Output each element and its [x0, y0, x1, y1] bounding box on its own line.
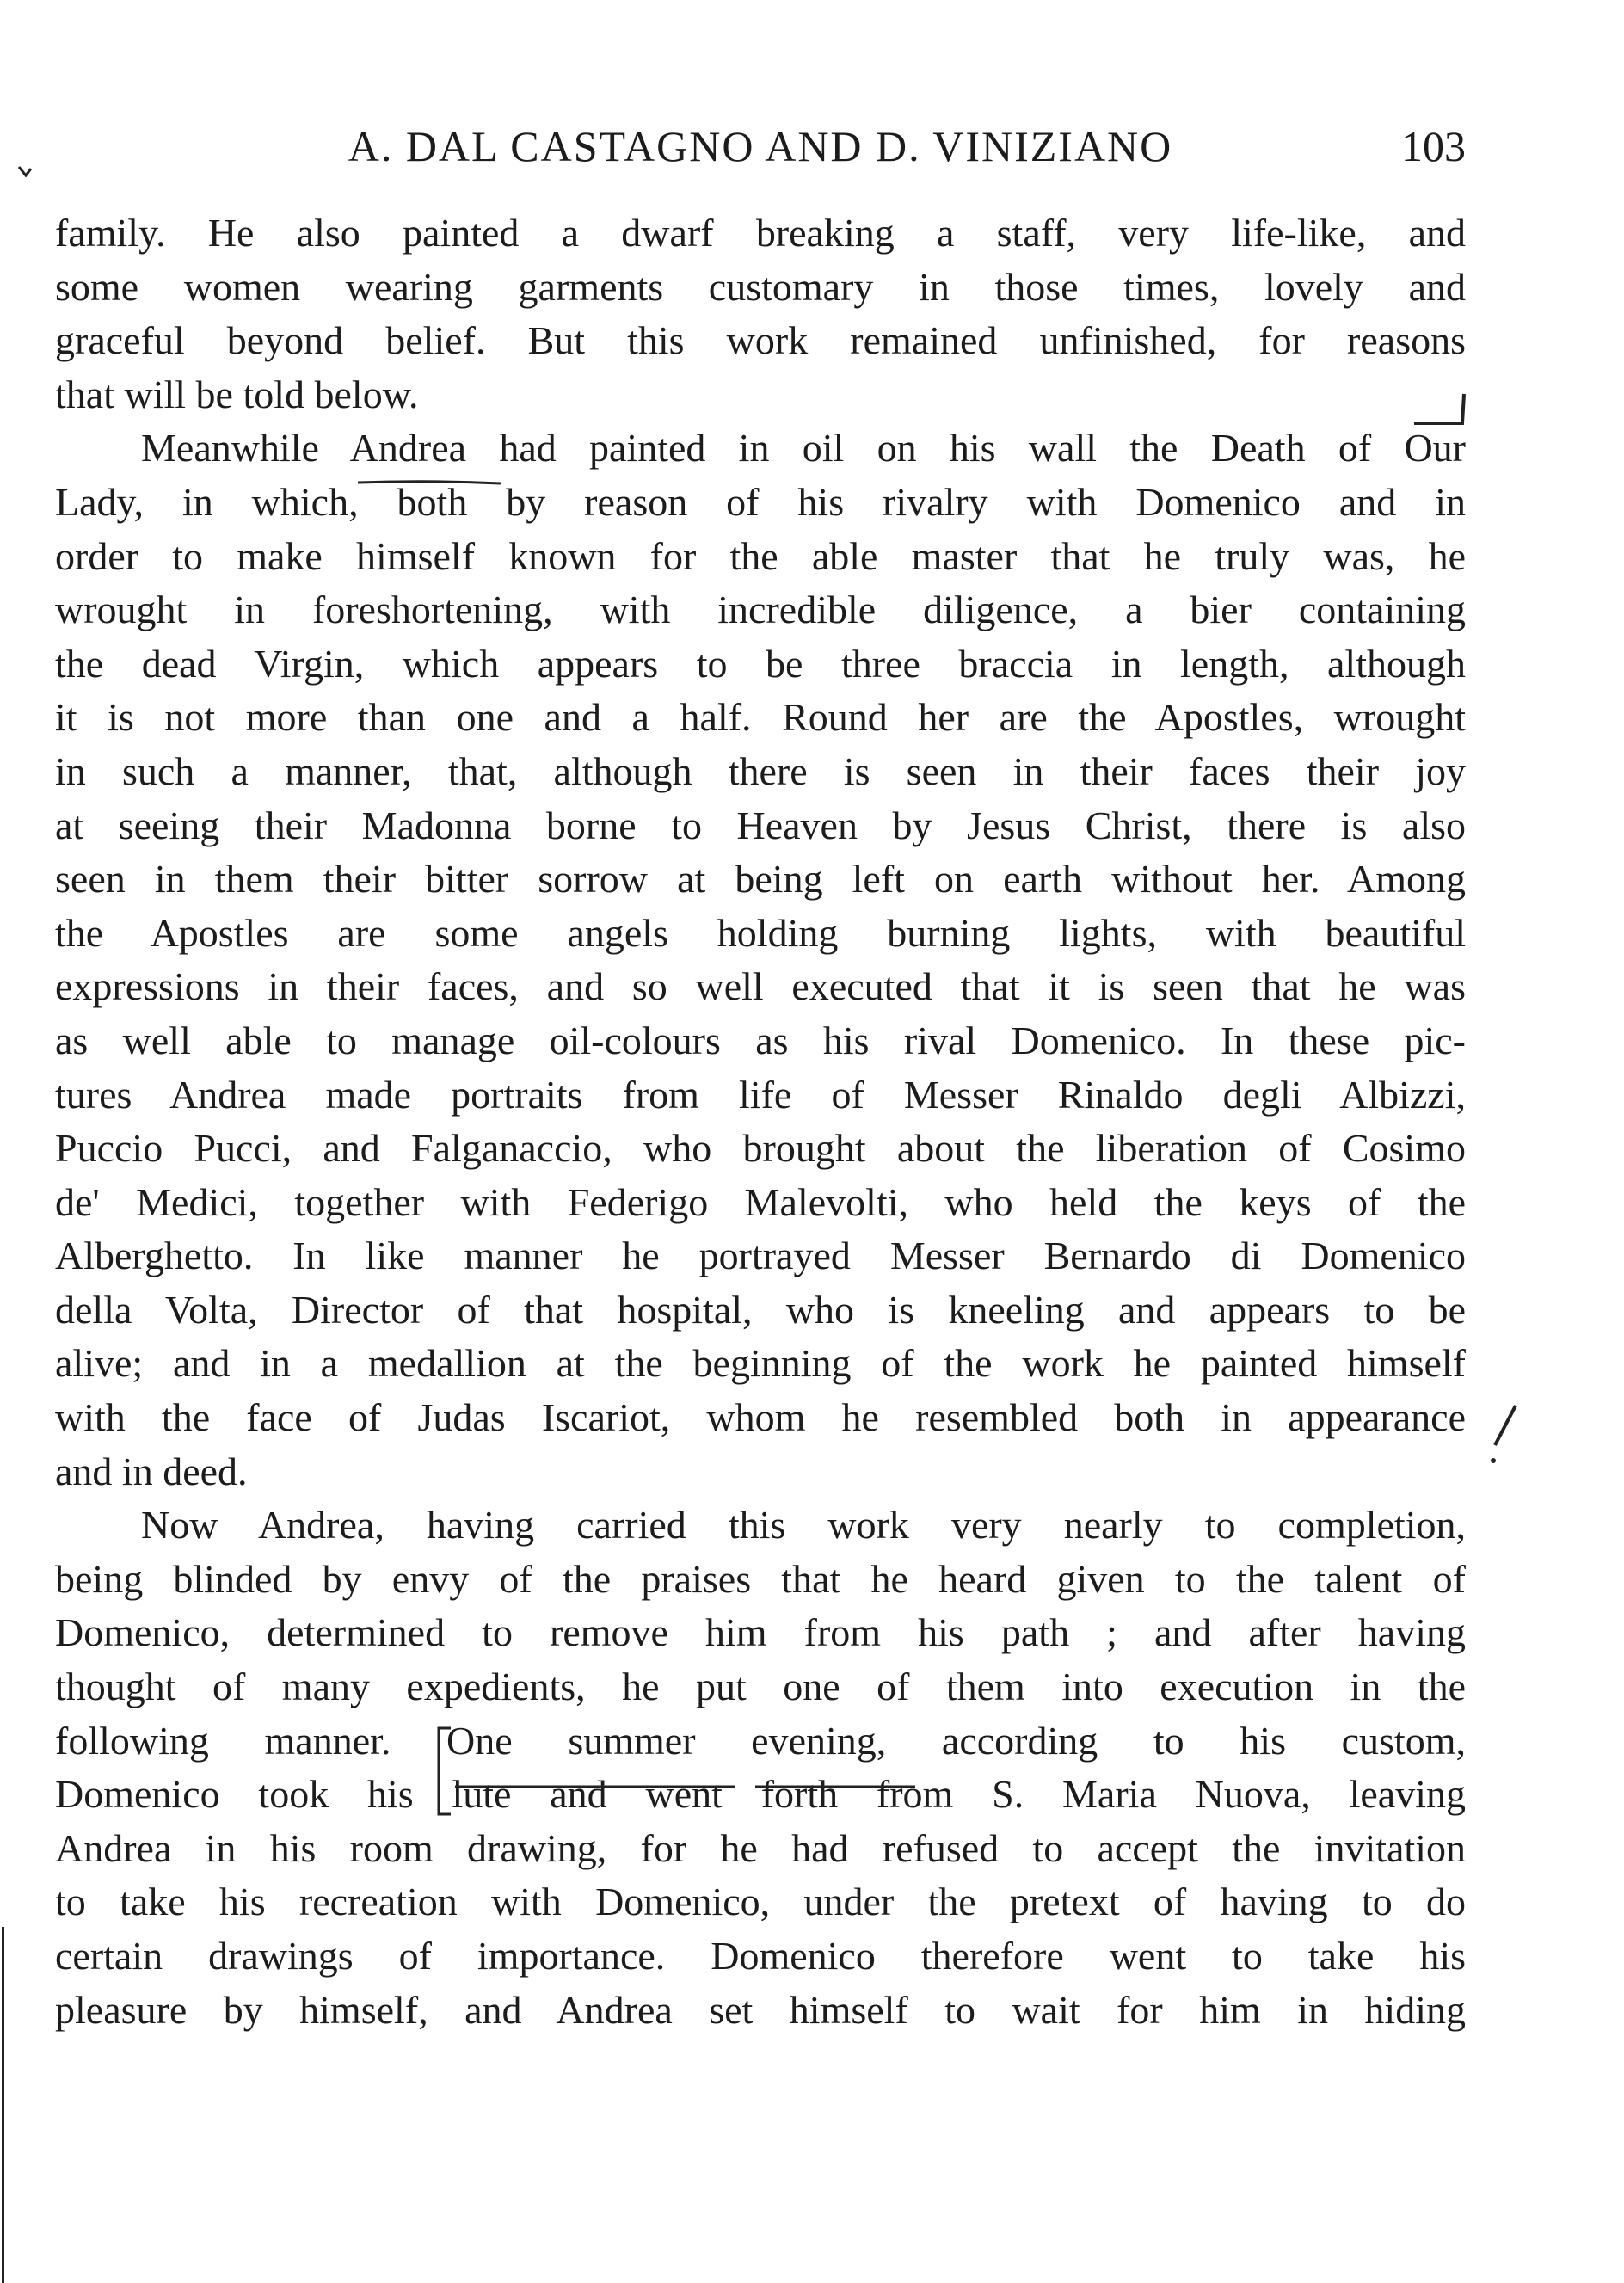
- text-line: in such a manner, that, although there is seen in their faces their joy: [55, 748, 1466, 793]
- margin-rule: [2, 1927, 4, 2283]
- text-line: Lady, in which, both by reason of his rivalry with Domenico and in: [55, 479, 1466, 524]
- text-line: Meanwhile Andrea had painted in oil on his wall the Death of Our: [141, 426, 1466, 471]
- text-line: tures Andrea made portraits from life of Messer Rinaldo degli Albizzi,: [55, 1072, 1466, 1117]
- text-line: order to make himself known for the able master that he truly was, he: [55, 533, 1466, 578]
- text-line: expressions in their faces, and so well executed that it is seen that he was: [55, 964, 1466, 1009]
- text-line: thought of many expedients, he put one of them into execution in the: [55, 1665, 1466, 1709]
- text-line: family. He also painted a dwarf breaking a staff, very life-like, and: [55, 211, 1466, 255]
- text-line: following manner. One summer evening, according to his custom,: [55, 1718, 1466, 1763]
- text-line: pleasure by himself, and Andrea set himself to wait for him in hiding: [55, 1987, 1466, 2032]
- text-line: and in deed.: [55, 1449, 248, 1493]
- bracket-mark-icon: [430, 1725, 456, 1819]
- text-line: the dead Virgin, which appears to be three braccia in length, although: [55, 641, 1466, 686]
- text-line: della Volta, Director of that hospital, who is kneeling and appears to be: [55, 1287, 1466, 1332]
- underline-mark-icon: [453, 1779, 737, 1786]
- text-line: graceful beyond belief. But this work remained unfinished, for reasons: [55, 318, 1466, 363]
- text-line: that will be told below.: [55, 372, 419, 416]
- text-line: de' Medici, together with Federigo Malevolti, who held the keys of the: [55, 1179, 1466, 1224]
- text-line: the Apostles are some angels holding burning lights, with beautiful: [55, 910, 1466, 955]
- text-line: wrought in foreshortening, with incredible diligence, a bier containing: [55, 588, 1466, 632]
- margin-mark-icon: [15, 162, 36, 187]
- text-line: at seeing their Madonna borne to Heaven by Jesus Christ, there is also: [55, 803, 1466, 847]
- text-line: Alberghetto. In like manner he portrayed Messer Bernardo di Domenico: [55, 1234, 1466, 1278]
- underline-mark-icon: [356, 475, 502, 482]
- text-line: Domenico, determined to remove him from his path ; and after having: [55, 1610, 1466, 1655]
- text-line: Now Andrea, having carried this work very nearly to completion,: [141, 1503, 1466, 1548]
- text-line: seen in them their bitter sorrow at being left on earth without her. Among: [55, 857, 1466, 902]
- text-line: it is not more than one and a half. Round her are the Apostles, wrought: [55, 695, 1466, 740]
- text-line: with the face of Judas Iscariot, whom he resembled both in appearance: [55, 1395, 1466, 1440]
- text-line: certain drawings of importance. Domenico therefore went to take his: [55, 1934, 1466, 1978]
- page-number: 103: [1401, 122, 1466, 170]
- text-line: Andrea in his room drawing, for he had refused to accept the invitation: [55, 1825, 1466, 1870]
- header-title: A. DAL CASTAGNO AND D. VINIZIANO: [348, 122, 1173, 170]
- running-header: [55, 120, 1466, 172]
- text-line: to take his recreation with Domenico, under the pretext of having to do: [55, 1880, 1466, 1924]
- text-line: being blinded by envy of the praises that he heard given to the talent of: [55, 1556, 1466, 1601]
- underline-mark-icon: [754, 1779, 917, 1786]
- body-text: [55, 206, 1466, 2037]
- paragraph-mark-icon: [1411, 387, 1471, 430]
- text-line: as well able to manage oil-colours as his rival Domenico. In these pic-: [55, 1018, 1466, 1062]
- text-line: Puccio Pucci, and Falganaccio, who brought about the liberation of Cosimo: [55, 1126, 1466, 1171]
- text-line: Domenico took his lute and went forth from S. Maria Nuova, leaving: [55, 1772, 1466, 1817]
- text-line: some women wearing garments customary in those times, lovely and: [55, 264, 1466, 309]
- text-line: alive; and in a medallion at the beginning of the work he painted himself: [55, 1341, 1466, 1386]
- margin-slash-icon: [1486, 1402, 1521, 1471]
